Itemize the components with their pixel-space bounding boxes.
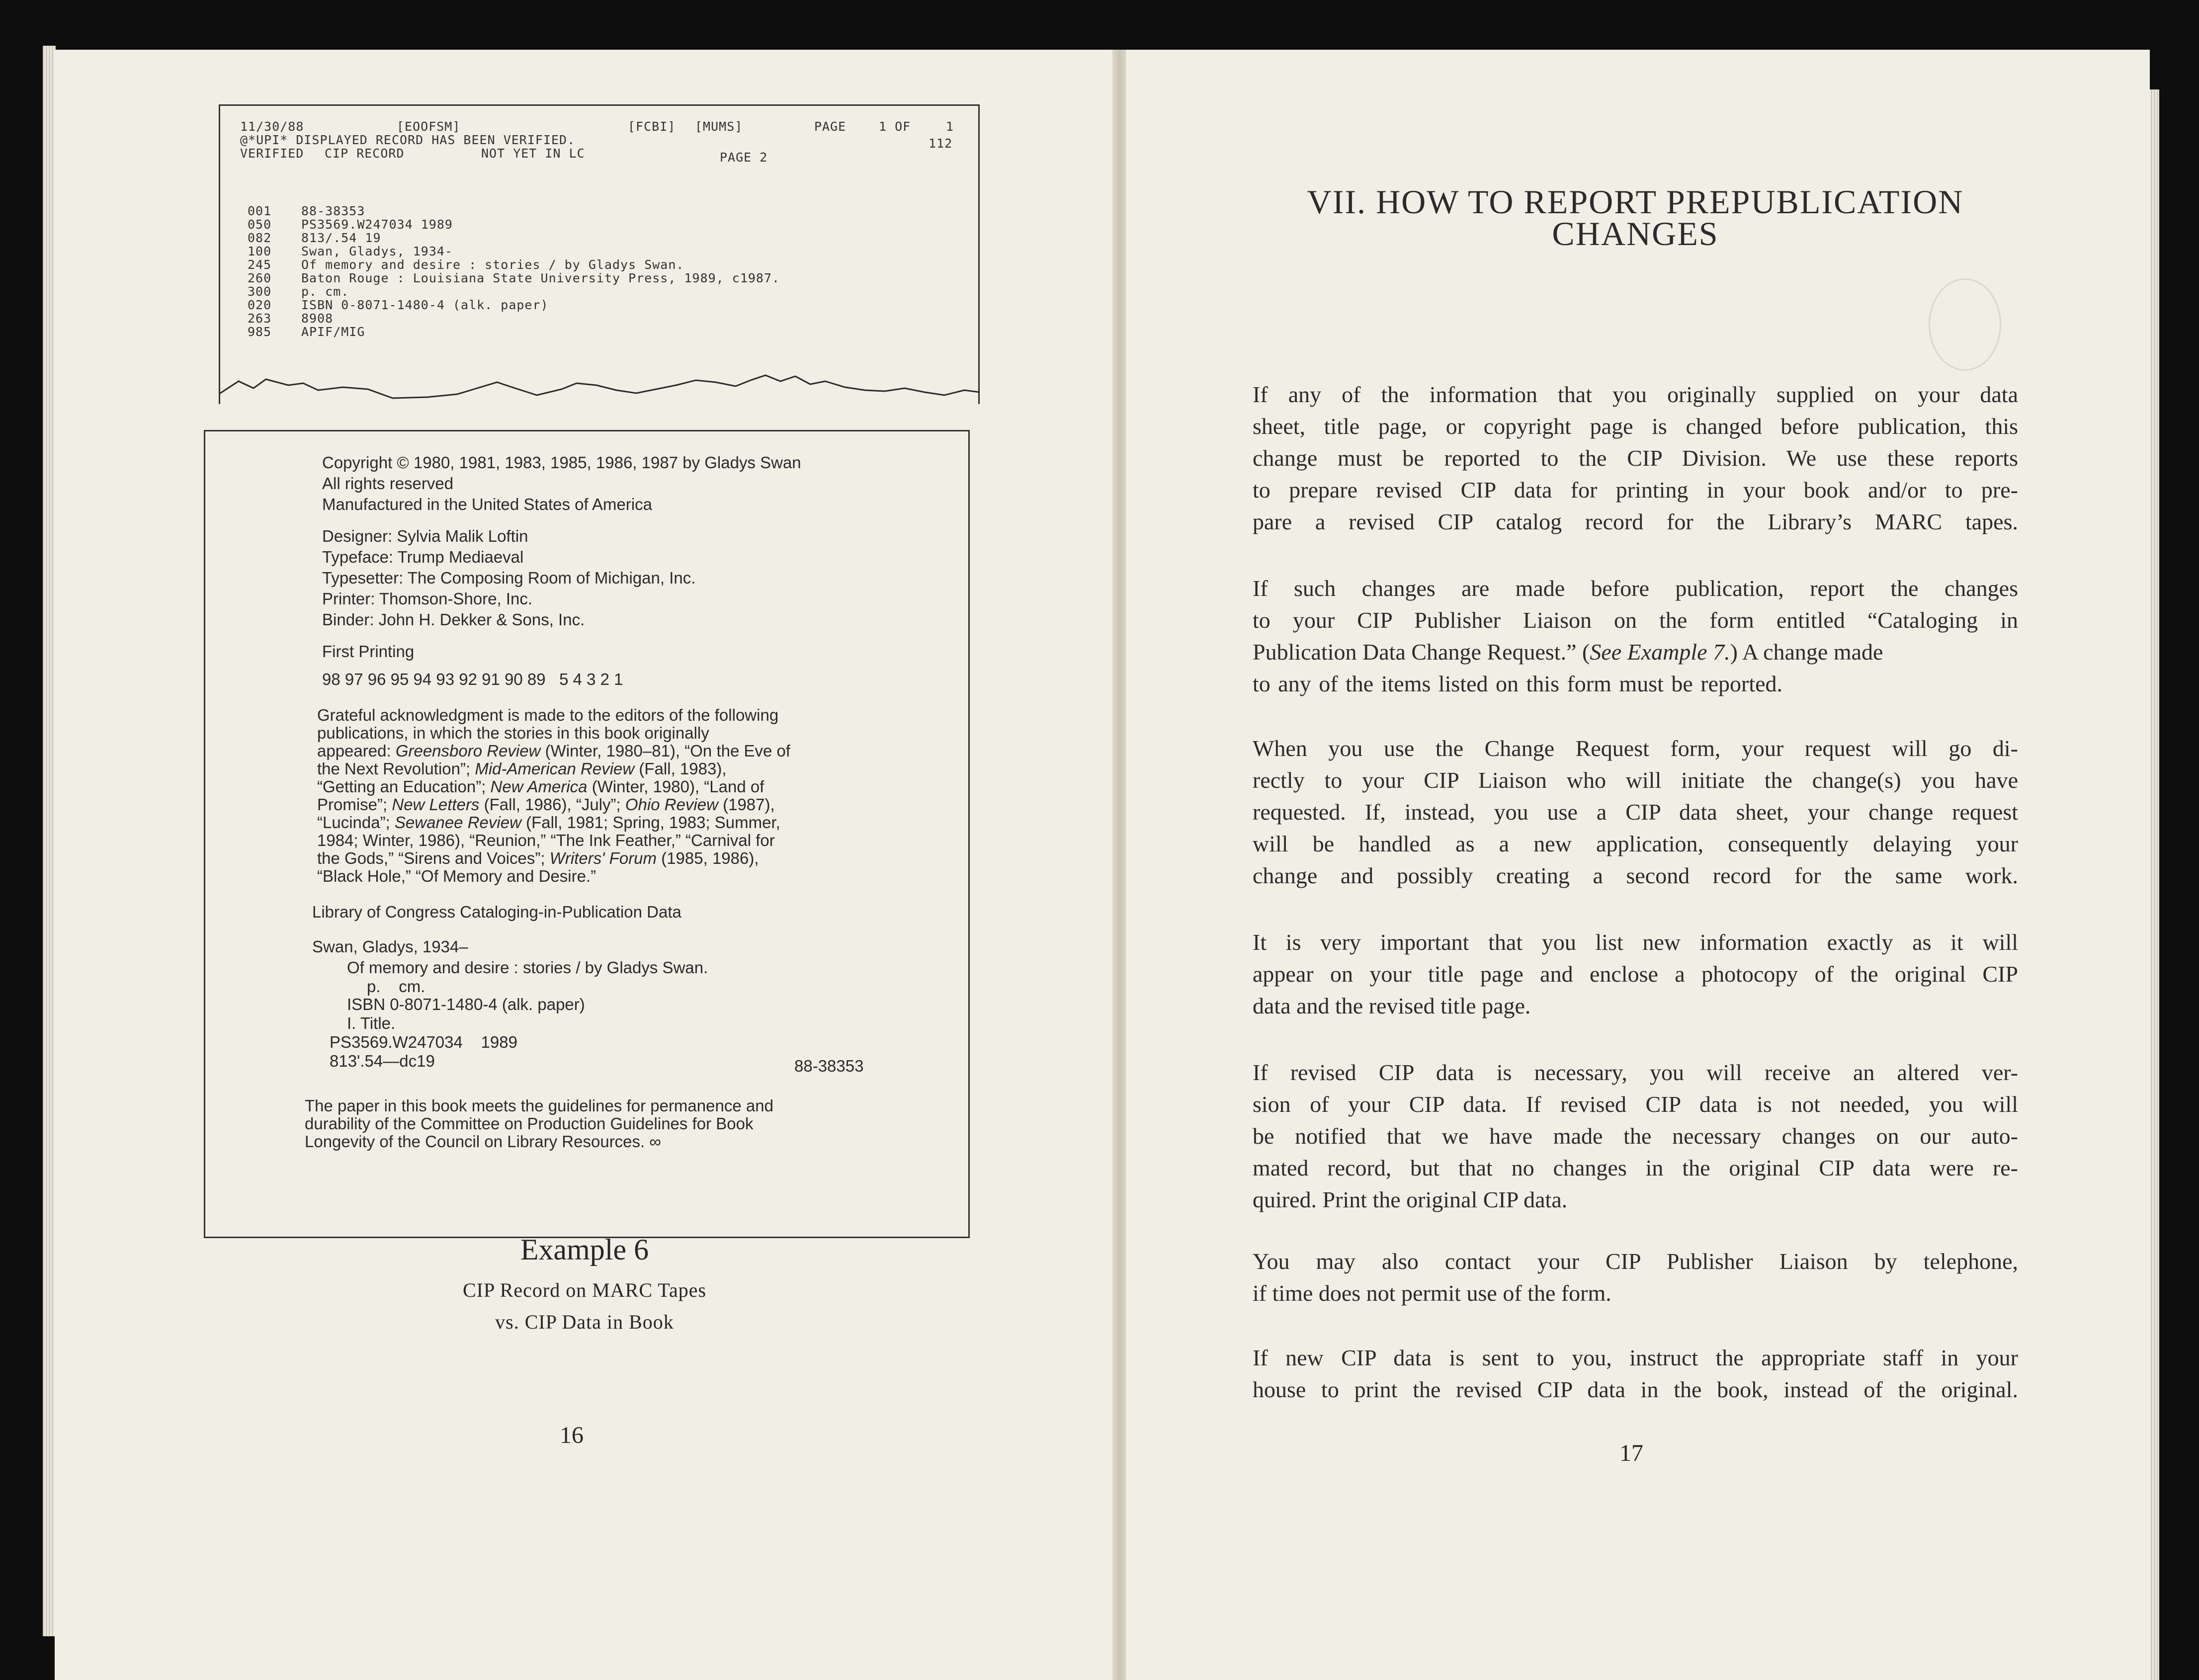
cip-author: Swan, Gladys, 1934– — [312, 937, 468, 956]
ack-line: the Next Revolution”; Mid-American Review (Fall, 1983), — [317, 759, 727, 778]
marc-cip-record-label: CIP RECORD — [325, 146, 405, 161]
example-caption-line: CIP Record on MARC Tapes — [462, 1279, 707, 1301]
marc-page-total: 1 — [946, 119, 954, 134]
marc-field — [248, 204, 365, 218]
marc-value: 88-38353 — [301, 204, 365, 218]
book-copyright-page — [204, 430, 970, 1238]
binder-line: Binder: John H. Dekker & Sons, Inc. — [322, 610, 585, 629]
page-number-right: 17 — [1619, 1440, 1643, 1466]
marc-code-3: [MUMS] — [695, 119, 743, 134]
marc-tag: 050 — [248, 217, 272, 232]
paragraph-line: sheet, title page, or copyright page is changed before publication, this — [1253, 414, 2018, 439]
paragraph-line: You may also contact your CIP Publisher Liaison by telephone, — [1253, 1249, 2018, 1274]
paragraph-line: It is very important that you list new information exactly as it will — [1253, 929, 2018, 955]
marc-code-2: [FCBI] — [628, 119, 676, 134]
paragraph-line: to your CIP Publisher Liaison on the form entitled “Cataloging in — [1253, 607, 2018, 633]
marc-tag: 020 — [248, 298, 272, 312]
marc-tag: 245 — [248, 257, 272, 272]
paragraph-line: sion of your CIP data. If revised CIP data is not needed, you will — [1253, 1092, 2018, 1117]
marc-tag: 300 — [248, 284, 272, 299]
ack-line: Promise”; New Letters (Fall, 1986), “July”; Ohio Review (1987), — [317, 795, 775, 814]
marc-field — [248, 245, 453, 258]
paragraph-line: to any of the items listed on this form must be reported. — [1253, 671, 1783, 696]
marc-tag: 263 — [248, 311, 272, 326]
cip-lccn: 88-38353 — [794, 1057, 864, 1075]
paragraph-line: If such changes are made before publication, report the changes — [1253, 576, 2018, 601]
paragraph-line: will be handled as a new application, consequently delaying your — [1253, 831, 2018, 856]
marc-tag: 001 — [248, 204, 272, 218]
paragraph-line: if time does not permit use of the form. — [1253, 1280, 1611, 1306]
marc-value: 813/.54 19 — [301, 231, 381, 245]
designer-line: Designer: Sylvia Malik Loftin — [322, 527, 528, 545]
printer-line: Printer: Thomson-Shore, Inc. — [322, 589, 533, 608]
marc-status-line: @*UPI* DISPLAYED RECORD HAS BEEN VERIFIED. — [240, 133, 576, 147]
marc-value: APIF/MIG — [301, 325, 365, 339]
marc-not-yet: NOT YET IN LC — [481, 146, 585, 161]
marc-value: 8908 — [301, 311, 334, 326]
marc-date: 11/30/88 — [240, 119, 304, 134]
paragraph-line: change must be reported to the CIP Division. We use these reports — [1253, 445, 2018, 471]
example-caption-title: Example 6 — [520, 1233, 649, 1266]
marc-value: Of memory and desire : stories / by Gladys Swan. — [301, 257, 684, 272]
marc-field — [248, 271, 780, 285]
ack-line: Grateful acknowledgment is made to the editors of the following — [317, 706, 779, 724]
cip-subject: I. Title. — [347, 1014, 396, 1032]
marc-field — [248, 312, 333, 325]
marc-count: 112 — [929, 136, 953, 151]
paragraph-line: When you use the Change Request form, your request will go di- — [1253, 736, 2018, 761]
marc-value: p. cm. — [301, 284, 349, 299]
marc-value: PS3569.W247034 1989 — [301, 217, 453, 232]
manufactured-line: Manufactured in the United States of America — [322, 495, 653, 513]
marc-verified-label: VERIFIED — [240, 146, 304, 161]
marc-page-label: PAGE — [814, 119, 846, 134]
marc-field — [248, 258, 684, 271]
page-number-left: 16 — [560, 1422, 584, 1448]
section-heading: VII. HOW TO REPORT PREPUBLICATION — [1307, 183, 1964, 221]
paragraph-line: requested. If, instead, you use a CIP data sheet, your change request — [1253, 799, 2018, 825]
paragraph-line: If new CIP data is sent to you, instruct the appropriate staff in your — [1253, 1345, 2018, 1370]
cip-dewey: 813'.54—dc19 — [330, 1052, 435, 1070]
cip-pcm: p. cm. — [367, 977, 425, 996]
ack-line: 1984; Winter, 1986), “Reunion,” “The Ink Feather,” “Carnival for — [317, 831, 775, 849]
example-caption-line: vs. CIP Data in Book — [495, 1311, 674, 1333]
cip-call-number: PS3569.W247034 1989 — [330, 1033, 517, 1051]
ack-line: publications, in which the stories in this book originally — [317, 724, 709, 742]
paper-line: Longevity of the Council on Library Resources. ∞ — [305, 1132, 661, 1151]
paper-line: durability of the Committee on Production Guidelines for Book — [305, 1114, 754, 1133]
paragraph-line: quired. Print the original CIP data. — [1253, 1187, 1568, 1212]
marc-field — [248, 285, 349, 298]
typeface-line: Typeface: Trump Mediaeval — [322, 548, 524, 566]
marc-value: Baton Rouge : Louisiana State University Press, 1989, c1987. — [301, 271, 780, 285]
cip-title: Of memory and desire : stories / by Gladys Swan. — [347, 958, 708, 977]
marc-tag: 985 — [248, 325, 272, 339]
paragraph-line: If revised CIP data is necessary, you will receive an altered ver- — [1253, 1060, 2018, 1085]
marc-page-2: PAGE 2 — [720, 150, 768, 165]
marc-field — [248, 231, 381, 245]
marc-field — [248, 325, 365, 338]
paragraph-line: to prepare revised CIP data for printing in your book and/or to pre- — [1253, 477, 2018, 503]
marc-value: ISBN 0-8071-1480-4 (alk. paper) — [301, 298, 549, 312]
paragraph-line: be notified that we have made the necessary changes on our auto- — [1253, 1123, 2018, 1149]
marc-record-printout — [219, 104, 980, 404]
ack-line: appeared: Greensboro Review (Winter, 1980–81), “On the Eve of — [317, 742, 791, 760]
cip-isbn: ISBN 0-8071-1480-4 (alk. paper) — [347, 995, 585, 1013]
paragraph-line: change and possibly creating a second record for the same work. — [1253, 863, 2018, 888]
paragraph-line: Publication Data Change Request.” (See Example 7.) A change made — [1253, 639, 1883, 665]
paragraph-line: data and the revised title page. — [1253, 993, 1531, 1018]
marc-field — [248, 298, 549, 312]
ack-line: “Black Hole,” “Of Memory and Desire.” — [317, 867, 596, 885]
loc-cip-heading: Library of Congress Cataloging-in-Publication Data — [312, 903, 681, 921]
rights-line: All rights reserved — [322, 474, 454, 493]
marc-field — [248, 218, 453, 231]
left-page-stack-edge — [43, 46, 56, 1636]
bleed-through-mark — [1929, 278, 2001, 371]
section-heading-continued: CHANGES — [1552, 215, 1719, 252]
paragraph-line: pare a revised CIP catalog record for the Library’s MARC tapes. — [1253, 509, 2018, 534]
paragraph-line: house to print the revised CIP data in the book, instead of the original. — [1253, 1377, 2018, 1402]
ack-line: “Lucinda”; Sewanee Review (Fall, 1981; Spring, 1983; Summer, — [317, 813, 780, 832]
marc-tag: 100 — [248, 244, 272, 258]
marc-code-1: [EOOFSM] — [397, 119, 461, 134]
paragraph-line: appear on your title page and enclose a photocopy of the original CIP — [1253, 961, 2018, 987]
first-printing-line: First Printing — [322, 642, 415, 661]
ack-line: the Gods,” “Sirens and Voices”; Writers' Forum (1985, 1986), — [317, 849, 759, 867]
marc-value: Swan, Gladys, 1934- — [301, 244, 453, 258]
ack-line: “Getting an Education”; New America (Winter, 1980), “Land of — [317, 777, 764, 796]
paragraph-line: mated record, but that no changes in the original CIP data were re- — [1253, 1155, 2018, 1180]
copyright-line: Copyright © 1980, 1981, 1983, 1985, 1986, 1987 by Gladys Swan — [322, 453, 801, 472]
paper-line: The paper in this book meets the guidelines for permanence and — [305, 1096, 773, 1115]
typesetter-line: Typesetter: The Composing Room of Michigan, Inc. — [322, 569, 696, 587]
marc-tag: 082 — [248, 231, 272, 245]
paragraph-line: If any of the information that you originally supplied on your data — [1253, 382, 2018, 407]
paragraph-line: rectly to your CIP Liaison who will initiate the change(s) you have — [1253, 767, 2018, 793]
marc-tag: 260 — [248, 271, 272, 285]
marc-page-of: 1 OF — [879, 119, 911, 134]
printing-numbers: 98 97 96 95 94 93 92 91 90 89 5 4 3 2 1 — [322, 670, 623, 688]
torn-edge-line — [219, 370, 980, 410]
